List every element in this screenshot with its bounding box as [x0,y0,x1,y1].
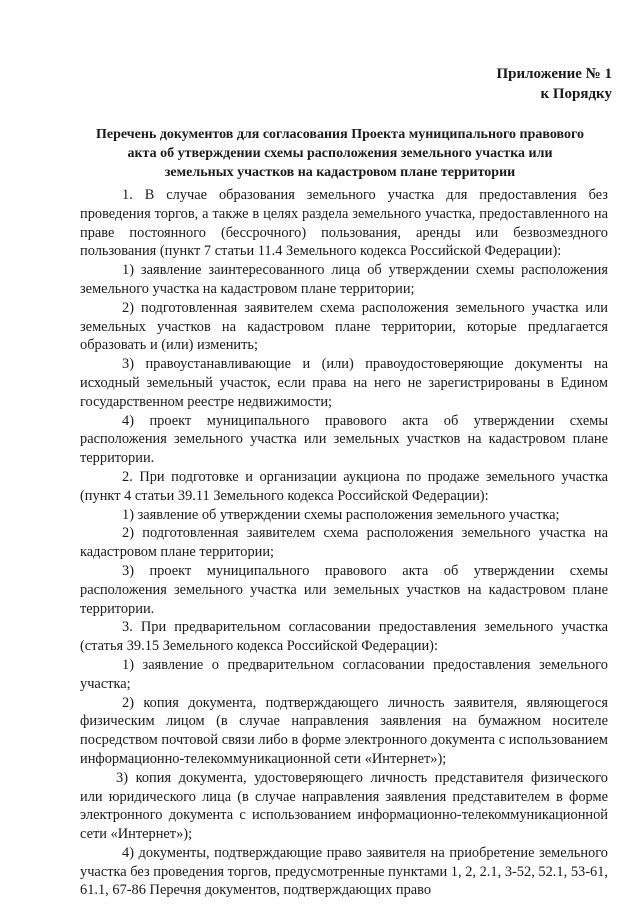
section-3-item-2: 2) копия документа, подтверждающего личность заявителя, являющегося физическим лицом (в случае направления заявления на бумажном носителе посредством почтовой связи либо в форме электронного документа с использованием информационно-телекоммуникационной сети «Интернет»); [80,694,608,767]
section-1-item-4: 4) проект муниципального правового акта об утверждении схемы расположения земельного участка или земельных участков на кадастровом плане территории. [80,412,608,467]
title-line-2: акта об утверждении схемы расположения земельного участка или [127,146,553,161]
appendix-reference: к Порядку [540,86,612,102]
section-3-item-1: 1) заявление о предварительном согласовании предоставления земельного участка; [80,656,608,692]
appendix-header [496,64,612,104]
document-title [60,125,620,182]
section-3-item-3: 3) копия документа, удостоверяющего личность представителя физического или юридического лица (в случае направления заявления представителем в форме электронного документа с использованием информационно-телекоммуникационной сети «Интернет»); [80,769,608,843]
section-1-item-1: 1) заявление заинтересованного лица об утверждении схемы расположения земельного участка на кадастровом плане территории; [80,262,608,297]
appendix-number: Приложение № 1 [496,66,612,82]
section-2-intro: 2. При подготовке и организации аукциона по продаже земельного участка (пункт 4 статьи 39.11 Земельного кодекса Российской Федерации): [80,468,608,504]
section-2-item-1: 1) заявление об утверждении схемы расположения земельного участка; [122,506,560,523]
section-2-item-2: 2) подготовленная заявителем схема расположения земельного участка на кадастровом плане территории; [80,525,608,561]
section-1-item-3: 3) правоустанавливающие и (или) правоудостоверяющие документы на исходный земельный участок, если права на него не зарегистрированы в Едином государственном реестре недвижимости; [80,356,608,410]
section-3-intro: 3. При предварительном согласовании предоставления земельного участка (статья 39.15 Земельного кодекса Российской Федерации): [80,619,608,655]
section-1-item-2: 2) подготовленная заявителем схема расположения земельного участка или земельных участков на кадастровом плане территории, которые предлагается образовать и (или) изменить; [80,299,608,354]
section-1-intro: 1. В случае образования земельного участка для предоставления без проведения торгов, а также в целях раздела земельного участка, предоставленного на праве постоянного (бессрочного) пользования, аренды или безвозмездного пользования (пункт 7 статьи 11.4 Земельного кодекса Российской Федерации): [80,187,608,260]
title-line-1: Перечень документов для согласования Проекта муниципального правового [96,127,584,142]
section-2-item-3: 3) проект муниципального правового акта об утверждении схемы расположения земельного участка или земельных участков на кадастровом плане территории. [80,562,608,617]
title-line-3: земельных участков на кадастровом плане территории [164,165,516,180]
section-3-item-4: 4) документы, подтверждающие право заявителя на приобретение земельного участка без проведения торгов, предусмотренные пунктами 1, 2, 2.1, 3-52, 52.1, 53-61, 61.1, 67-86 Перечня документов, подтверждающих право [80,844,608,899]
document-body [80,186,608,900]
